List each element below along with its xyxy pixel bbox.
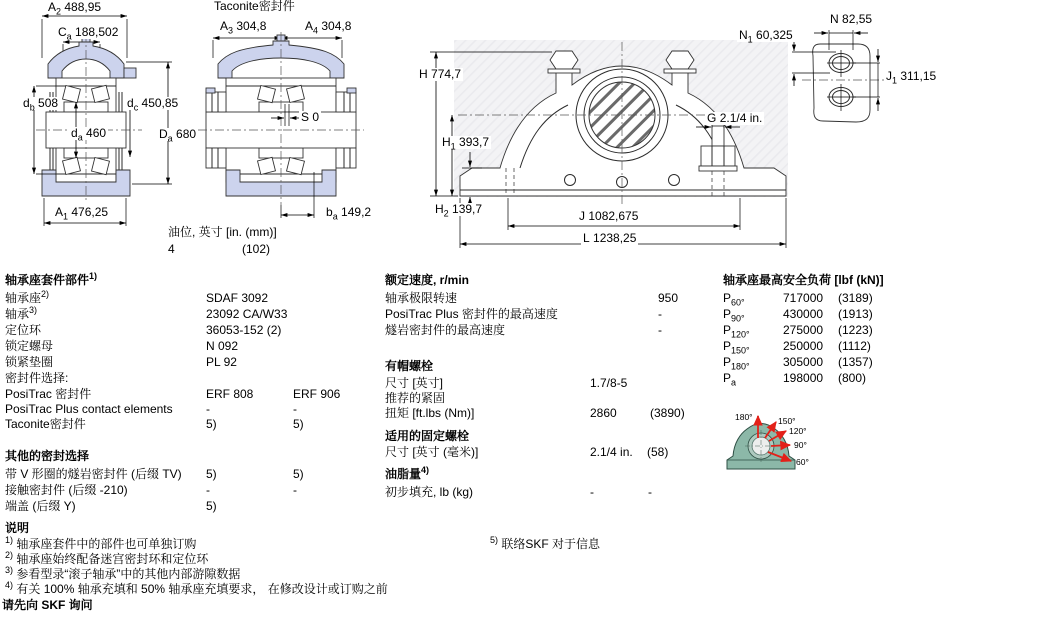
dim-label-a1: $A_1$ 476,25: [55, 205, 109, 222]
row-initial-fill-v1: -: [590, 485, 594, 499]
row-p60-v1: 717000: [783, 291, 824, 305]
row-p120-v1: 275000: [783, 323, 824, 337]
speed-header: 额定速度, r/min: [385, 273, 470, 287]
dim-label-n1: $N_1$ 60,325: [739, 28, 793, 45]
dim-label-l: L 1238,25: [583, 231, 637, 245]
row-housing-label: 轴承座$^{2)}$: [5, 289, 50, 305]
row-pa-v2: (800): [838, 371, 867, 385]
row-lock-washer-label: 锁紧垫圈: [5, 355, 54, 369]
row-positrac-v1: ERF 808: [206, 387, 254, 401]
dim-label-a4: $A_4$ 304,8: [305, 19, 352, 36]
row-p180-v1: 305000: [783, 355, 824, 369]
notes-header: 说明: [5, 521, 30, 535]
row-capbolt-size-label: 尺寸 [英寸]: [385, 376, 444, 390]
row-positrac-plus-speed-label: PosiTrac Plus 密封件的最高速度: [385, 307, 558, 321]
row-bearing-label: 轴承$^{3)}$: [5, 305, 38, 321]
row-bearing-value: 23092 CA/W33: [206, 307, 288, 321]
row-anchor-size-label: 尺寸 [英寸 (毫米)]: [385, 445, 479, 459]
row-end-cover-v1: 5): [206, 499, 217, 513]
cap-bolts-header: 有帽螺栓: [385, 359, 434, 373]
row-contact-seal-label: 接触密封件 (后缀 -210): [5, 483, 128, 497]
note-5: $^{5)}$ 联络SKF 对于信息: [490, 535, 601, 551]
row-p150-label: $P_{150^\circ}$: [723, 339, 750, 356]
row-lock-nut-value: N 092: [206, 339, 239, 353]
dim-label-s: S 0: [301, 110, 320, 124]
row-housing-value: SDAF 3092: [206, 291, 269, 305]
row-contact-seal-v2: -: [293, 483, 297, 497]
row-p150-v1: 250000: [783, 339, 824, 353]
row-taconite-tv-v2: 5): [293, 467, 304, 481]
row-limit-speed-value: 950: [658, 291, 679, 305]
row-pa-v1: 198000: [783, 371, 824, 385]
row-p180-v2: (1357): [838, 355, 873, 369]
note-consult-skf: 请先向 SKF 询问: [2, 598, 93, 612]
note-1: $^{1)}$ 轴承座套件中的部件也可单独订购: [5, 535, 197, 551]
dim-label-n: N 82,55: [830, 12, 873, 26]
angle-label-150: 150°: [778, 416, 796, 426]
row-positrac-v2: ERF 906: [293, 387, 341, 401]
row-positrac-plus-speed-value: -: [658, 307, 662, 321]
row-lock-washer-value: PL 92: [206, 355, 237, 369]
safe-load-header: 轴承座最高安全负荷 [lbf (kN)]: [723, 273, 884, 287]
row-locating-ring-label: 定位环: [5, 323, 42, 337]
angle-label-180: 180°: [735, 412, 753, 422]
note-3: $^{3)}$ 参看型录“滚子轴承”中的其他内部游隙数据: [5, 565, 241, 581]
row-taconite-speed-value: -: [658, 323, 662, 337]
row-positrac-plus-v2: -: [293, 402, 297, 416]
dim-label-dc: $d_c$ 450,85: [127, 96, 179, 113]
row-p120-label: $P_{120^\circ}$: [723, 323, 750, 340]
dim-label-a3: $A_3$ 304,8: [220, 19, 267, 36]
row-positrac-label: PosiTrac 密封件: [5, 387, 92, 401]
dim-label-j1: $J_1$ 311,15: [886, 69, 937, 86]
row-taconite-tv-v1: 5): [206, 467, 217, 481]
section-view-main-drawing: [34, 16, 172, 226]
angle-label-60: 60°: [796, 457, 809, 467]
row-p180-label: $P_{180^\circ}$: [723, 355, 750, 372]
dim-label-Da: $D_a$ 680: [159, 127, 197, 144]
foot-detail-drawing: [792, 30, 888, 122]
row-locating-ring-value: 36053-152 (2): [206, 323, 282, 337]
dim-label-g: G 2.1/4 in.: [707, 111, 763, 125]
row-taconite-speed-label: 燧岩密封件的最高速度: [385, 323, 506, 337]
row-anchor-size-v2: (58): [647, 445, 669, 459]
row-taconite-v1: 5): [206, 417, 217, 431]
row-anchor-size-v1: 2.1/4 in.: [590, 445, 633, 459]
dim-label-a2: $A_2$ 488,95: [48, 0, 102, 17]
dim-label-h1: $H_1$ 393,7: [442, 135, 490, 152]
dim-label-h: H 774,7: [419, 67, 462, 81]
note-2: $^{2)}$ 轴承座始终配备迷宫密封环和定位环: [5, 550, 209, 566]
anchor-bolts-header: 适用的固定螺栓: [385, 429, 470, 443]
row-p120-v2: (1223): [838, 323, 873, 337]
row-taconite-tv-label: 带 V 形圈的燧岩密封件 (后缀 TV): [5, 467, 182, 481]
row-p90-v1: 430000: [783, 307, 824, 321]
row-capbolt-size-value: 1.7/8-5: [590, 376, 628, 390]
row-torque-label: 扭矩 [ft.lbs (Nm)]: [385, 406, 475, 420]
row-torque-v2: (3890): [650, 406, 685, 420]
dim-label-ca: $C_a$ 188,502: [58, 25, 119, 42]
row-end-cover-label: 端盖 (后缀 Y): [5, 499, 76, 513]
dim-label-db: $d_b$ 508: [23, 96, 59, 113]
row-torque-v1: 2860: [590, 406, 617, 420]
oil-level-value-in: 4: [168, 242, 175, 256]
row-limit-speed-label: 轴承极限转速: [385, 291, 458, 305]
row-contact-seal-v1: -: [206, 483, 210, 497]
row-initial-fill-label: 初步填充, lb (kg): [385, 485, 474, 499]
row-recommended-tightening-label: 推荐的紧固: [385, 391, 446, 405]
dim-label-ba: $b_a$ 149,2: [326, 205, 372, 222]
dim-label-h2: $H_2$ 139,7: [435, 202, 483, 219]
taconite-view-title: Taconite密封件: [214, 0, 295, 13]
note-4: $^{4)}$ 有关 100% 轴承充填和 50% 轴承座充填要求， 在修改设计或订购之前: [5, 580, 388, 596]
grease-header: 油脂量$^{4)}$: [385, 465, 430, 481]
row-positrac-plus-v1: -: [206, 402, 210, 416]
row-initial-fill-v2: -: [648, 485, 652, 499]
oil-level-label: 油位, 英寸 [in. (mm)]: [168, 225, 277, 239]
angle-label-90: 90°: [794, 440, 807, 450]
row-p60-v2: (3189): [838, 291, 873, 305]
row-lock-nut-label: 锁定螺母: [5, 339, 54, 353]
row-p150-v2: (1112): [838, 339, 871, 353]
dim-label-da: $d_a$ 460: [71, 126, 107, 143]
row-taconite-v2: 5): [293, 417, 304, 431]
row-pa-label: $P_a$: [723, 371, 737, 388]
other-seals-header: 其他的密封选择: [5, 449, 90, 463]
dim-label-j: J 1082,675: [579, 209, 639, 223]
seal-selection-header: 密封件选择:: [5, 371, 69, 385]
row-taconite-label: Taconite密封件: [5, 417, 86, 431]
section-view-taconite-drawing: [198, 32, 364, 218]
row-p90-label: $P_{90^\circ}$: [723, 307, 745, 324]
oil-level-value-mm: (102): [242, 242, 271, 256]
kit-components-header: 轴承座套件部件$^{1)}$: [5, 271, 98, 287]
row-p90-v2: (1913): [838, 307, 873, 321]
row-positrac-plus-label: PosiTrac Plus contact elements: [5, 402, 173, 416]
row-p60-label: $P_{60^\circ}$: [723, 291, 745, 308]
angle-label-120: 120°: [789, 426, 807, 436]
